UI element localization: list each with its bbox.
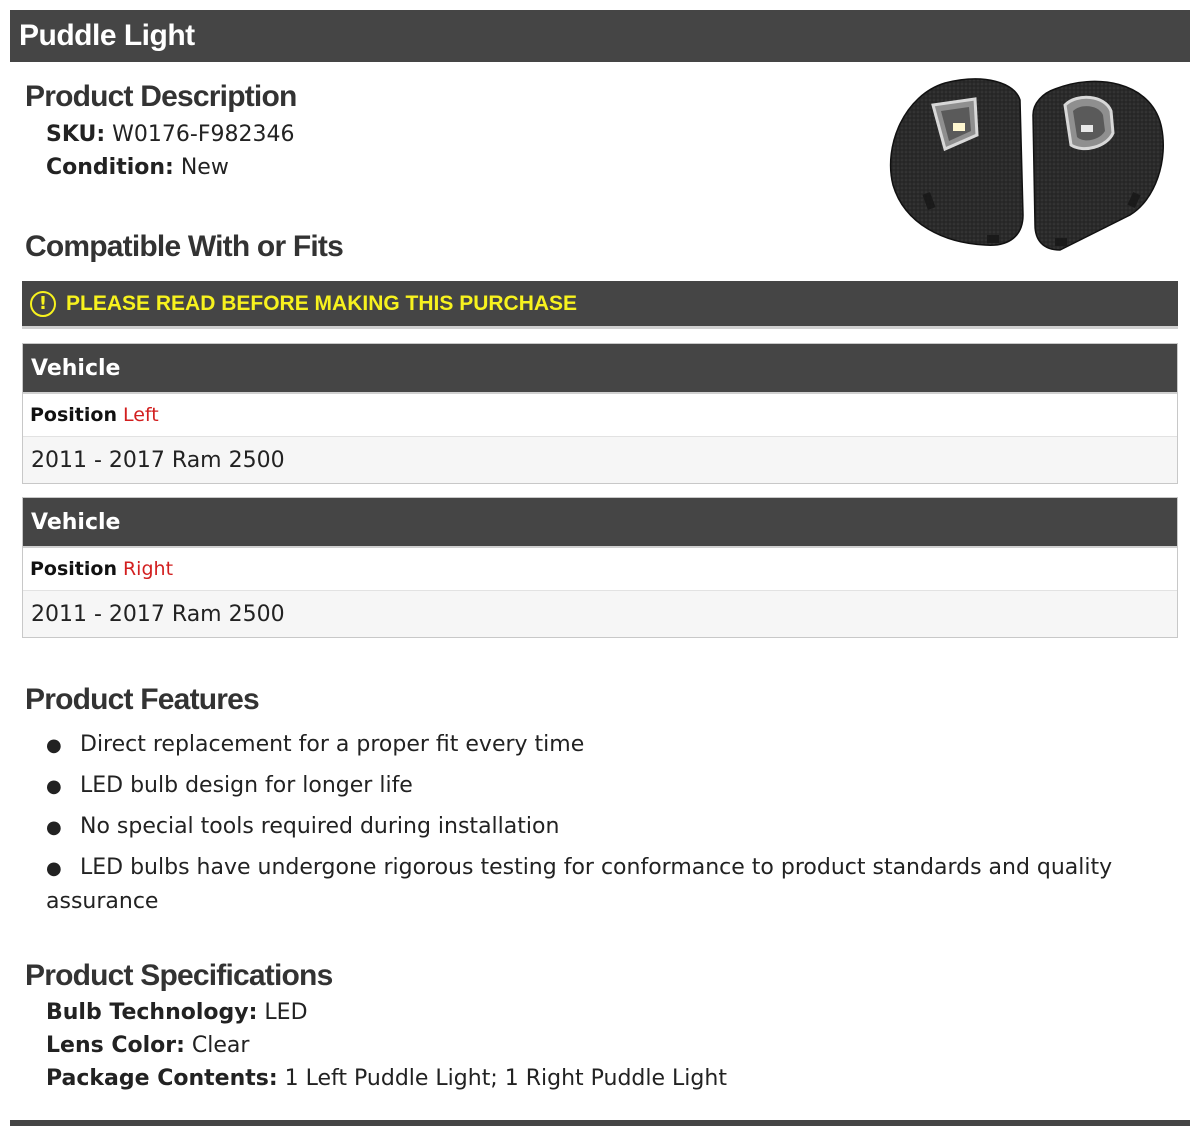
sku-label: SKU: <box>46 122 106 147</box>
product-description-heading: Product Description <box>25 80 297 113</box>
position-label: Position <box>30 404 117 426</box>
position-value: Right <box>122 558 174 580</box>
lens-color-value: Clear <box>191 1033 250 1058</box>
sku-line <box>46 122 295 147</box>
product-features-heading: Product Features <box>25 683 259 716</box>
bulb-technology-line <box>46 1000 308 1025</box>
position-value: Left <box>122 404 159 426</box>
vehicle-row: 2011 - 2017 Ram 2500 <box>23 437 1177 483</box>
lens-color-line <box>46 1033 249 1058</box>
condition-label: Condition: <box>46 155 174 180</box>
list-item: ● Direct replacement for a proper fit every time <box>46 732 585 757</box>
position-row <box>23 394 1177 437</box>
compatible-heading: Compatible With or Fits <box>25 230 343 263</box>
package-contents-value: 1 Left Puddle Light; 1 Right Puddle Light <box>284 1066 727 1091</box>
list-item: ● LED bulb design for longer life <box>46 773 413 798</box>
position-label: Position <box>30 558 117 580</box>
warning-text: PLEASE READ BEFORE MAKING THIS PURCHASE <box>66 291 578 315</box>
package-contents-line <box>46 1066 727 1091</box>
vehicle-table-left <box>22 343 1178 484</box>
list-item: ● No special tools required during installation <box>46 814 560 839</box>
bulb-technology-value: LED <box>264 1000 308 1025</box>
condition-value: New <box>180 155 229 180</box>
puddle-light-product-image <box>885 75 1175 260</box>
page-title: Puddle Light <box>10 10 1190 62</box>
vehicle-table-header: Vehicle <box>23 344 1177 394</box>
condition-line <box>46 155 229 180</box>
position-row <box>23 548 1177 591</box>
bulb-technology-label: Bulb Technology: <box>46 1000 258 1025</box>
vehicle-table-right <box>22 497 1178 638</box>
package-contents-label: Package Contents: <box>46 1066 278 1091</box>
lens-color-label: Lens Color: <box>46 1033 185 1058</box>
exclamation-circle-icon: ! <box>30 291 56 317</box>
vehicle-table-header: Vehicle <box>23 498 1177 548</box>
vehicle-row: 2011 - 2017 Ram 2500 <box>23 591 1177 637</box>
features-list <box>46 728 1166 932</box>
sku-value: W0176-F982346 <box>112 122 295 147</box>
product-specifications-heading: Product Specifications <box>25 959 333 992</box>
list-item: ● LED bulbs have undergone rigorous testing for conformance to product standards and quality assurance <box>46 855 1113 914</box>
purchase-warning-banner <box>22 281 1178 329</box>
bottom-divider <box>10 1120 1190 1126</box>
